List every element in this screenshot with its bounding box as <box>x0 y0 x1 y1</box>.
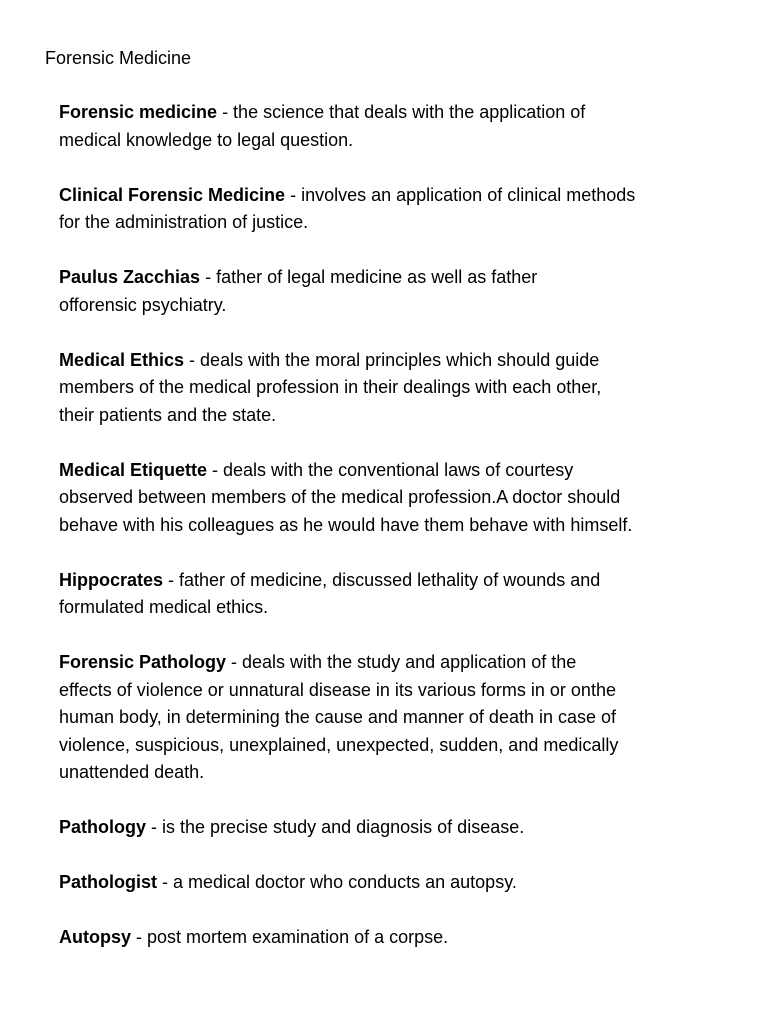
definition-line <box>59 182 739 210</box>
definition-entry <box>59 814 739 842</box>
definition-text: offorensic psychiatry. <box>59 294 227 315</box>
definition-text: - father of legal medicine as well as father <box>200 267 538 287</box>
definition-entry <box>59 264 739 319</box>
definition-text: - father of medicine, discussed lethality of wounds and <box>163 569 601 590</box>
definition-text: for the administration of justice. <box>59 212 309 232</box>
definition-term: Autopsy <box>59 927 131 947</box>
definition-text: observed between members of the medical profession.A doctor should <box>59 487 621 507</box>
definition-line <box>59 677 739 705</box>
definition-text: human body, in determining the cause and manner of death in case of <box>59 707 617 727</box>
definition-line <box>59 292 739 320</box>
definition-term: Forensic Pathology <box>59 652 227 672</box>
definition-line <box>59 649 739 677</box>
document-title: Forensic Medicine <box>45 48 192 68</box>
definition-term: Clinical Forensic Medicine <box>59 184 286 205</box>
definition-text: violence, suspicious, unexplained, unexpected, sudden, and medically <box>59 734 619 755</box>
definition-line <box>59 759 739 787</box>
definition-line <box>59 704 739 732</box>
definition-term: Forensic medicine <box>59 102 218 122</box>
definition-line <box>59 924 739 952</box>
definition-text: effects of violence or unnatural disease in its various forms in or onthe <box>59 679 616 700</box>
definition-text: - deals with the study and application of the <box>226 652 577 672</box>
definition-line <box>59 814 739 842</box>
definition-line <box>59 347 739 375</box>
definition-line <box>59 869 739 897</box>
definition-line <box>59 99 739 127</box>
definition-term: Pathologist <box>59 872 157 892</box>
definition-line <box>59 594 739 622</box>
definition-entry <box>59 649 739 787</box>
definition-line <box>59 264 739 292</box>
definition-text: - a medical doctor who conducts an autopsy. <box>157 872 517 892</box>
definition-list <box>59 99 739 979</box>
definition-term: Hippocrates <box>59 569 164 590</box>
definition-line <box>59 732 739 760</box>
definition-line <box>59 374 739 402</box>
definition-text: - involves an application of clinical methods <box>285 184 636 205</box>
definition-text: their patients and the state. <box>59 404 277 425</box>
definition-entry <box>59 567 739 622</box>
definition-line <box>59 512 739 540</box>
definition-entry <box>59 347 739 430</box>
definition-term: Medical Ethics <box>59 349 185 370</box>
definition-term: Pathology <box>59 817 147 837</box>
definition-line <box>59 402 739 430</box>
definition-entry <box>59 99 739 154</box>
definition-line <box>59 567 739 595</box>
definition-text: formulated medical ethics. <box>59 597 269 617</box>
definition-text: - deals with the conventional laws of courtesy <box>207 459 574 480</box>
definition-line <box>59 209 739 237</box>
definition-text: - deals with the moral principles which should guide <box>184 349 600 370</box>
definition-term: Paulus Zacchias <box>59 267 201 287</box>
definition-text: medical knowledge to legal question. <box>59 129 354 150</box>
definition-term: Medical Etiquette <box>59 459 208 480</box>
definition-line <box>59 127 739 155</box>
definition-text: unattended death. <box>59 762 205 782</box>
definition-entry <box>59 457 739 540</box>
definition-entry <box>59 869 739 897</box>
definition-text: behave with his colleagues as he would have them behave with himself. <box>59 514 633 535</box>
definition-text: members of the medical profession in their dealings with each other, <box>59 377 602 397</box>
definition-text: - post mortem examination of a corpse. <box>131 927 449 947</box>
definition-line <box>59 484 739 512</box>
definition-line <box>59 457 739 485</box>
definition-entry <box>59 182 739 237</box>
definition-text: - the science that deals with the application of <box>217 102 586 122</box>
definition-entry <box>59 924 739 952</box>
definition-text: - is the precise study and diagnosis of disease. <box>146 817 525 837</box>
